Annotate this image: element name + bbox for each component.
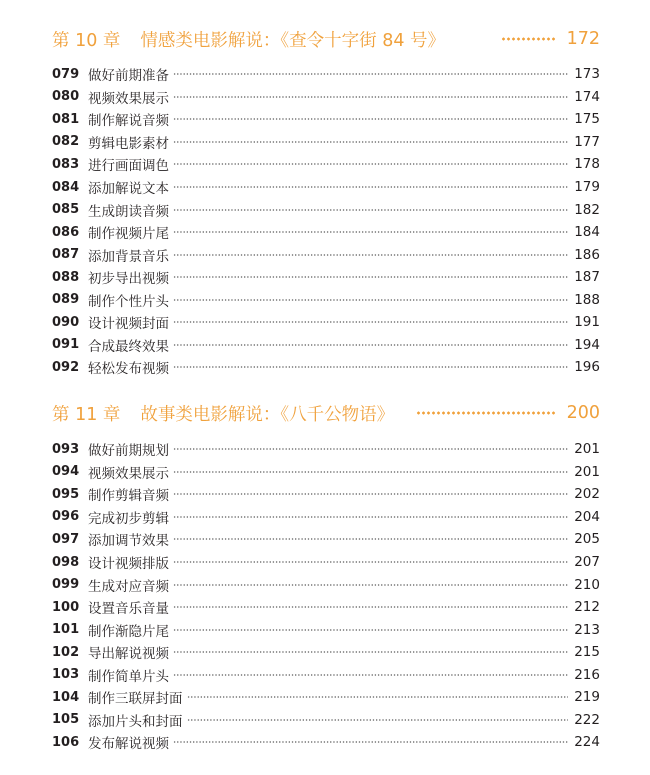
toc-entry[interactable] (52, 198, 600, 221)
dot-leader (173, 63, 568, 85)
section-number: 094 (52, 464, 80, 480)
section-number: 095 (52, 486, 80, 502)
page-number: 224 (574, 734, 600, 751)
section-number: 085 (52, 202, 80, 218)
chapter-number: 第 10 章 (52, 30, 121, 51)
dot-leader (173, 506, 568, 528)
toc-entry[interactable] (52, 288, 600, 311)
dot-leader (173, 619, 568, 641)
page-number: 210 (574, 576, 600, 593)
dot-leader (173, 483, 568, 505)
toc-entry[interactable] (52, 438, 600, 461)
section-number: 100 (52, 599, 80, 615)
page-number: 216 (574, 666, 600, 683)
page-number: 175 (574, 111, 600, 128)
section-title: 轻松发布视频 (88, 361, 169, 378)
dot-leader (173, 266, 568, 288)
section-number: 088 (52, 269, 80, 285)
toc-entry[interactable] (52, 506, 600, 529)
section-title: 制作三联屏封面 (88, 691, 183, 708)
section-title: 制作视频片尾 (88, 226, 169, 243)
section-title: 添加解说文本 (88, 181, 169, 197)
toc-entry[interactable] (52, 573, 600, 596)
dot-leader (173, 528, 568, 550)
toc-entry[interactable] (52, 356, 600, 379)
section-title: 剪辑电影素材 (88, 135, 169, 152)
page-number: 187 (574, 269, 600, 286)
section-title: 合成最终效果 (88, 338, 169, 355)
section-number: 104 (52, 689, 80, 705)
toc-entry[interactable] (52, 686, 600, 709)
section-title: 添加背景音乐 (88, 248, 169, 265)
section-title: 添加片头和封面 (88, 713, 183, 730)
toc-entry[interactable] (52, 709, 600, 732)
section-title: 制作剪辑音频 (88, 488, 169, 505)
toc-entry[interactable] (52, 618, 600, 641)
section-number: 103 (52, 667, 80, 683)
dot-leader (173, 356, 568, 378)
page-number: 219 (574, 689, 600, 706)
toc-entry[interactable] (52, 266, 600, 289)
toc-entry[interactable] (52, 108, 600, 131)
toc-entry[interactable] (52, 551, 600, 574)
dot-leader (173, 176, 568, 198)
chapter-page-number: 200 (566, 403, 600, 423)
page-number: 196 (574, 359, 600, 376)
section-number: 087 (52, 247, 80, 263)
section-title: 制作个性片头 (88, 293, 169, 310)
dot-leader (173, 153, 568, 175)
page-number: 207 (574, 554, 600, 570)
section-title: 导出解说视频 (88, 646, 169, 663)
page-number: 213 (574, 621, 600, 638)
section-number: 102 (52, 644, 80, 660)
section-title: 添加调节效果 (88, 533, 169, 550)
toc-entry[interactable] (52, 176, 600, 199)
section-number: 082 (52, 134, 80, 150)
chapter-dot-leader (501, 24, 557, 54)
toc-entry[interactable] (52, 334, 600, 357)
dot-leader (173, 131, 568, 153)
toc-entry[interactable] (52, 131, 600, 154)
toc-entry[interactable] (52, 641, 600, 664)
toc-entry[interactable] (52, 311, 600, 334)
section-number: 084 (52, 179, 80, 195)
section-list (52, 63, 600, 379)
toc-entry[interactable] (52, 483, 600, 506)
page-number: 201 (574, 463, 600, 480)
dot-leader (173, 311, 568, 333)
section-number: 106 (52, 734, 80, 750)
page-number: 174 (574, 88, 600, 105)
section-number: 099 (52, 577, 80, 593)
section-number: 083 (52, 156, 80, 172)
page-number: 184 (574, 224, 600, 241)
page-number: 173 (574, 66, 600, 83)
dot-leader (173, 86, 568, 108)
page-number: 186 (574, 246, 600, 263)
page-number: 201 (574, 441, 600, 458)
dot-leader (173, 221, 568, 243)
toc-entry[interactable] (52, 153, 600, 176)
section-title: 进行画面调色 (88, 158, 169, 175)
section-number: 105 (52, 712, 80, 728)
chapter-title: 情感类电影解说：《查令十字街 84 号》 (140, 30, 446, 51)
section-title: 生成朗读音频 (88, 203, 169, 220)
dot-leader (173, 596, 568, 618)
section-number: 096 (52, 509, 80, 525)
section-number: 080 (52, 89, 80, 105)
dot-leader (173, 731, 568, 753)
section-title: 视频效果展示 (88, 90, 169, 107)
chapter-dot-leader (416, 398, 556, 428)
chapter-title: 故事类电影解说：《八千公物语》 (140, 404, 395, 425)
section-number: 089 (52, 292, 80, 308)
section-number: 091 (52, 337, 80, 353)
toc-entry[interactable] (52, 221, 600, 244)
section-number: 086 (52, 224, 80, 240)
section-title: 生成对应音频 (88, 578, 169, 595)
toc-entry[interactable] (52, 528, 600, 551)
dot-leader (173, 244, 568, 266)
dot-leader (173, 199, 568, 221)
toc-entry[interactable] (52, 86, 600, 109)
page-number: 177 (574, 133, 600, 150)
section-title: 做好前期规划 (88, 443, 169, 460)
section-title: 制作渐隐片尾 (88, 623, 169, 640)
section-number: 079 (52, 66, 80, 82)
section-number: 098 (52, 554, 80, 570)
chapter-page-number: 172 (566, 29, 600, 49)
toc-entry[interactable] (52, 461, 600, 484)
chapter-heading[interactable] (52, 398, 600, 428)
section-title: 制作解说音频 (88, 113, 169, 130)
dot-leader (173, 551, 568, 573)
section-title: 制作简单片头 (88, 668, 169, 685)
toc-entry[interactable] (52, 243, 600, 266)
page-number: 194 (574, 336, 600, 353)
dot-leader (173, 334, 568, 356)
section-title: 初步导出视频 (88, 271, 169, 288)
page-number: 182 (574, 201, 600, 218)
page-number: 202 (574, 486, 600, 503)
dot-leader (173, 664, 568, 686)
page-number: 178 (574, 156, 600, 173)
dot-leader (173, 574, 568, 596)
section-number: 101 (52, 622, 80, 638)
section-title: 做好前期准备 (88, 68, 169, 85)
dot-leader (173, 108, 568, 130)
page-number: 179 (574, 179, 600, 195)
section-list (52, 438, 600, 754)
dot-leader (173, 461, 568, 483)
dot-leader (187, 686, 569, 708)
section-title: 设计视频排版 (88, 556, 169, 572)
section-number: 093 (52, 441, 80, 457)
chapter-number: 第 11 章 (52, 404, 121, 425)
toc-entry[interactable] (52, 663, 600, 686)
section-number: 081 (52, 111, 80, 127)
section-number: 097 (52, 531, 80, 547)
toc-entry[interactable] (52, 731, 600, 754)
section-title: 视频效果展示 (88, 465, 169, 482)
page-number: 215 (574, 644, 600, 661)
section-title: 设置音乐音量 (88, 601, 169, 618)
page-number: 204 (574, 508, 600, 525)
page-number: 222 (574, 711, 600, 728)
dot-leader (173, 438, 568, 460)
dot-leader (173, 641, 568, 663)
chapter-heading[interactable] (52, 24, 600, 54)
section-title: 发布解说视频 (88, 736, 169, 753)
section-number: 090 (52, 314, 80, 330)
section-number: 092 (52, 359, 80, 375)
page-number: 191 (574, 314, 600, 331)
page-number: 188 (574, 291, 600, 308)
section-title: 完成初步剪辑 (88, 510, 169, 527)
dot-leader (173, 289, 568, 311)
dot-leader (187, 709, 569, 731)
toc-entry[interactable] (52, 596, 600, 619)
page-number: 212 (574, 599, 600, 616)
page-number: 205 (574, 531, 600, 548)
toc-entry[interactable] (52, 63, 600, 86)
section-title: 设计视频封面 (88, 316, 169, 333)
